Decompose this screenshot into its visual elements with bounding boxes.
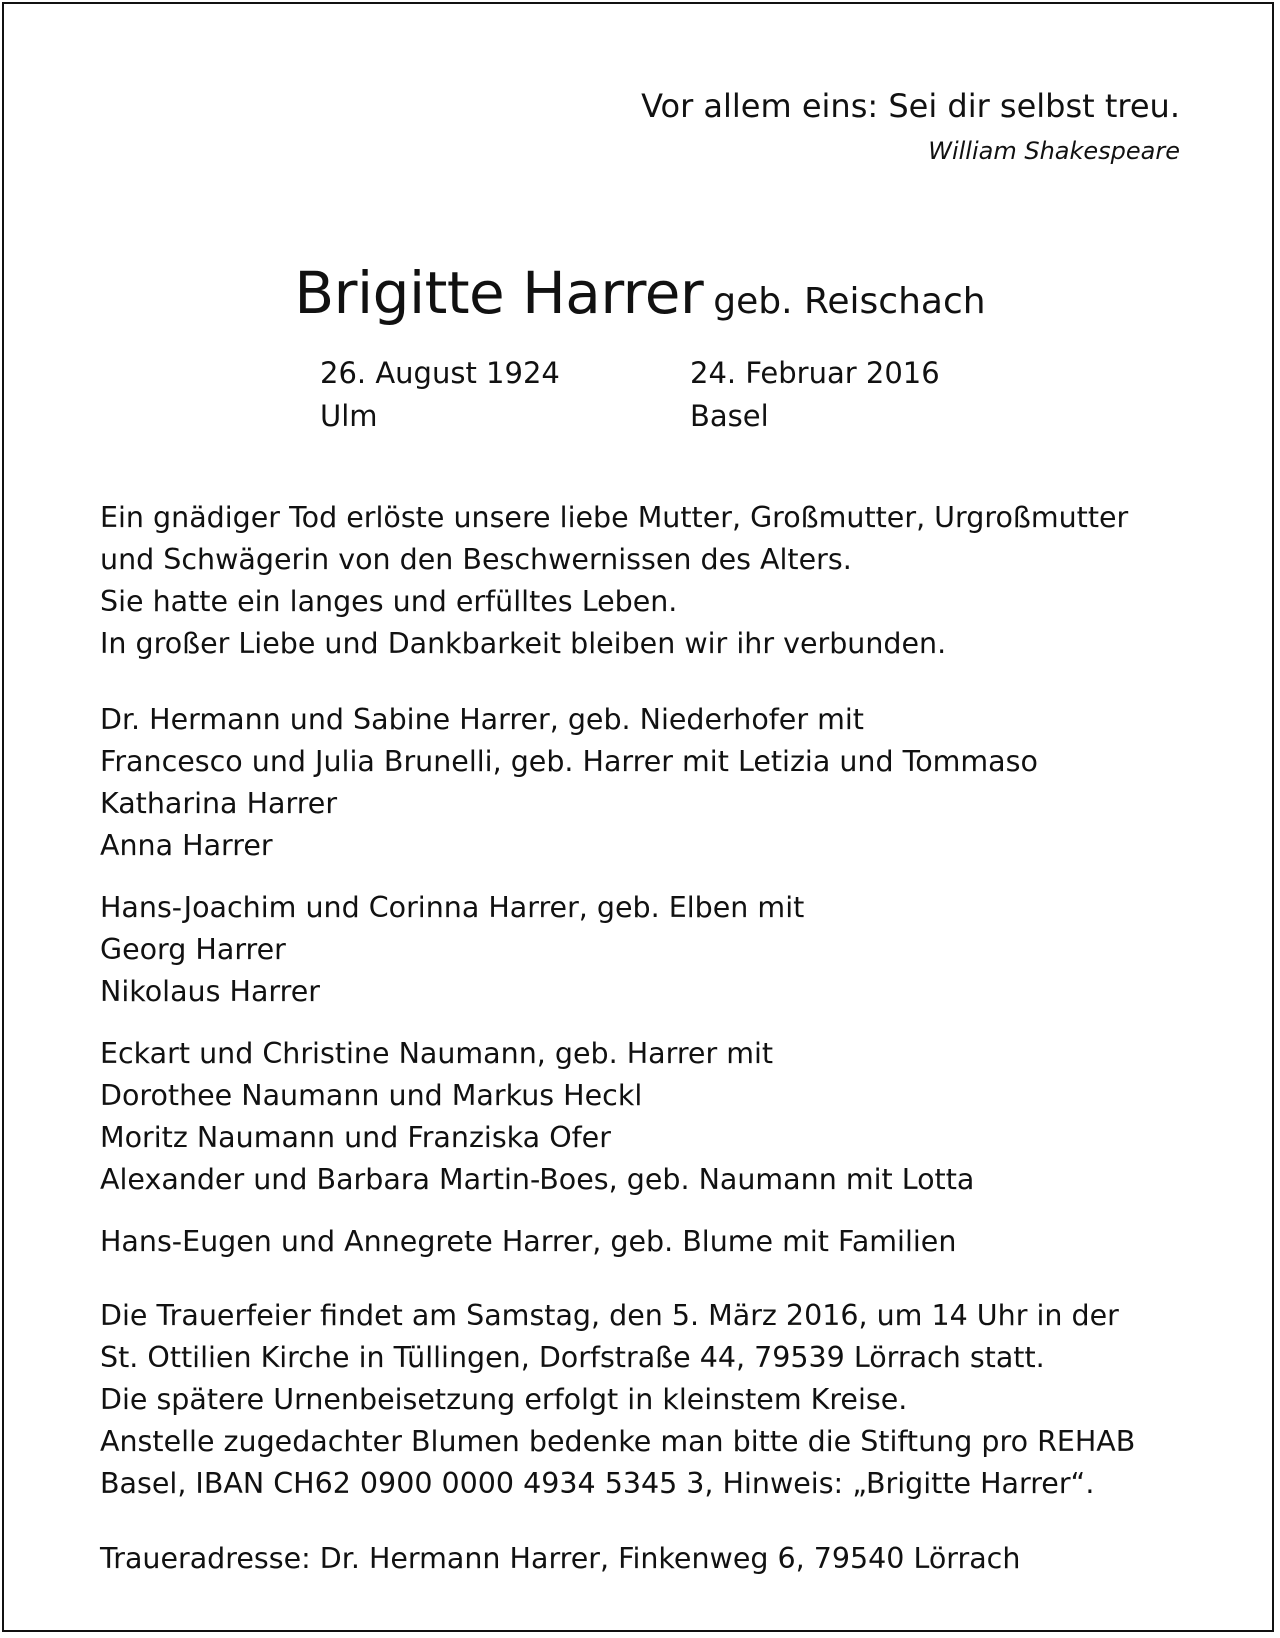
quote-author: William Shakespeare: [928, 137, 1180, 165]
mourner-line: Hans-Joachim und Corinna Harrer, geb. Elben mit: [100, 891, 805, 924]
birth-info: [320, 352, 560, 438]
birth-date: 26. August 1924: [320, 356, 560, 390]
message-line: Sie hatte ein langes und erfülltes Leben.: [100, 585, 678, 618]
service-line: Anstelle zugedachter Blumen bedenke man bitte die Stiftung pro REHAB: [100, 1425, 1136, 1458]
message-line: In großer Liebe und Dankbarkeit bleiben wir ihr verbunden.: [100, 627, 947, 660]
mourner-line: Hans-Eugen und Annegrete Harrer, geb. Blume mit Familien: [100, 1225, 957, 1258]
mourner-family-group: [100, 887, 804, 1013]
mourner-line: Dr. Hermann und Sabine Harrer, geb. Niederhofer mit: [100, 703, 864, 736]
mourner-family-group: [100, 1221, 956, 1263]
death-info: [690, 352, 940, 438]
quote-text: Vor allem eins: Sei dir selbst treu.: [641, 87, 1180, 125]
mourner-line: Dorothee Naumann und Markus Heckl: [100, 1079, 643, 1112]
death-place: Basel: [690, 399, 769, 433]
deceased-name: Brigitte Harrer: [294, 259, 704, 327]
mourner-line: Nikolaus Harrer: [100, 975, 320, 1008]
message-paragraph: [100, 497, 1128, 665]
mourner-family-group: [100, 699, 1038, 867]
mourner-line: Moritz Naumann und Franziska Ofer: [100, 1121, 611, 1154]
quote-block: [641, 86, 1180, 168]
message-line: und Schwägerin von den Beschwernissen des Alters.: [100, 543, 852, 576]
service-paragraph: [100, 1295, 1135, 1505]
death-date: 24. Februar 2016: [690, 356, 940, 390]
service-line: Basel, IBAN CH62 0900 0000 4934 5345 3, Hinweis: „Brigitte Harrer“.: [100, 1467, 1095, 1500]
mourner-line: Alexander und Barbara Martin-Boes, geb. Naumann mit Lotta: [100, 1163, 975, 1196]
service-line: Die spätere Urnenbeisetzung erfolgt in kleinstem Kreise.: [100, 1383, 908, 1416]
message-line: Ein gnädiger Tod erlöste unsere liebe Mutter, Großmutter, Urgroßmutter: [100, 501, 1129, 534]
mourner-line: Francesco und Julia Brunelli, geb. Harrer mit Letizia und Tommaso: [100, 745, 1038, 778]
maiden-name: geb. Reischach: [713, 281, 986, 322]
mourner-line: Eckart und Christine Naumann, geb. Harrer mit: [100, 1037, 774, 1070]
birth-place: Ulm: [320, 399, 378, 433]
mourner-family-group: [100, 1033, 974, 1201]
mourning-address: Traueradresse: Dr. Hermann Harrer, Finkenweg 6, 79540 Lörrach: [100, 1542, 1021, 1575]
deceased-name-line: [0, 258, 1280, 337]
mourner-line: Anna Harrer: [100, 829, 273, 862]
mourner-line: Katharina Harrer: [100, 787, 338, 820]
service-line: St. Ottilien Kirche in Tüllingen, Dorfstraße 44, 79539 Lörrach statt.: [100, 1341, 1045, 1374]
mourner-line: Georg Harrer: [100, 933, 286, 966]
service-line: Die Trauerfeier findet am Samstag, den 5. März 2016, um 14 Uhr in der: [100, 1299, 1119, 1332]
